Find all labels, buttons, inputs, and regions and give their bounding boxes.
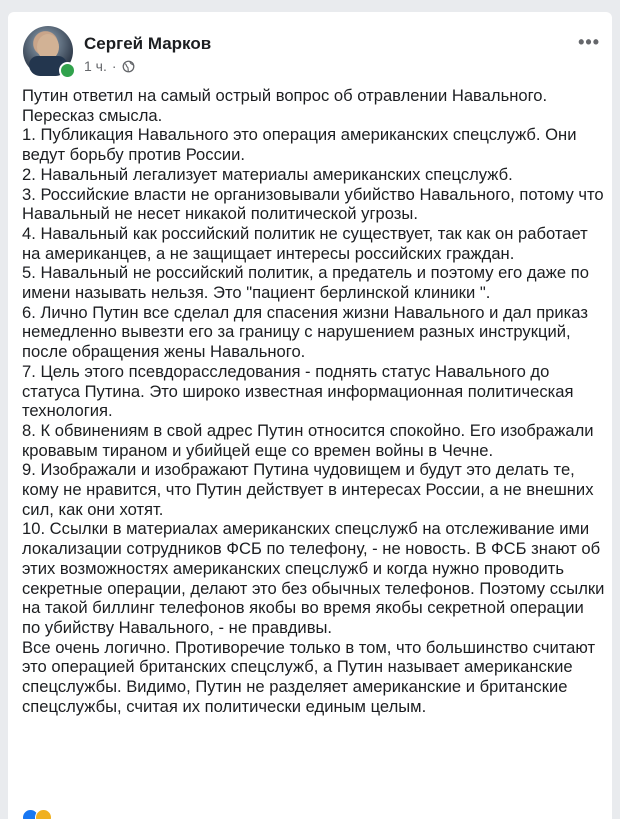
post-paragraph: 8. К обвинениям в свой адрес Путин относится спокойно. Его изображали кровавым тираном и убийцей еще со времен войны в Чечне. xyxy=(22,420,594,460)
post-paragraph: 5. Навальный не российский политик, а предатель и поэтому его даже по имени называть нельзя. Это "пациент берлинской клиники ". xyxy=(22,263,589,303)
post-paragraph: Пересказ смысла. xyxy=(22,105,163,125)
post-paragraph: 6. Лично Путин все сделал для спасения жизни Навального и дал приказ немедленно вывезти его за границу с нарушением разных инструкций, после обращения жены Навального. xyxy=(22,302,588,362)
post-card xyxy=(8,12,612,819)
online-status-indicator xyxy=(59,62,76,79)
reactions-bar[interactable] xyxy=(22,808,606,819)
post-paragraph: 10. Ссылки в материалах американских спецслужб на отслеживание ими локализации сотрудников ФСБ по телефону, - не новость. В ФСБ знают об этих возможностях американских спецслужб и когда нужно проводить секретные операции, делают это без обычных телефонов. Поэтому ссылки на такой биллинг телефонов якобы во время якобы секретной операции по убийству Навального, - не правдивы. xyxy=(22,519,605,637)
post-paragraph: Все очень логично. Противоречие только в том, что большинство считают это операцией британских спецслужб, а Путин называет американские спецслужбы. Видимо, Путин не разделяет американские и британские спецслужбы, считая их политически единым целым. xyxy=(22,637,596,716)
angry-reaction-icon xyxy=(35,809,52,819)
post-meta xyxy=(84,58,135,74)
meta-separator: · xyxy=(111,58,117,74)
post-paragraph: 9. Изображали и изображают Путина чудовищем и будут это делать те, кому не нравится, что Путин действует в интересах России, а не внешних сил, как они хотят. xyxy=(22,460,594,519)
post-text xyxy=(22,86,606,717)
post-paragraph: 3. Российские власти не организовывали убийство Навального, потому что Навальный не несет никакой политической угрозы. xyxy=(22,184,604,224)
globe-icon[interactable] xyxy=(122,60,135,73)
author-name[interactable]: Сергей Марков xyxy=(84,34,212,53)
more-options-icon[interactable]: ••• xyxy=(578,32,600,52)
post-time[interactable]: 1 ч. xyxy=(84,58,107,74)
post-paragraph: 4. Навальный как российский политик не существует, так как он работает на американцев, а не защищает интересы российских граждан. xyxy=(22,223,588,263)
post-paragraph: 1. Публикация Навального это операция американских спецслужб. Они ведут борьбу против России. xyxy=(22,125,577,165)
post-paragraph: 7. Цель этого псевдорасследования - поднять статус Навального до статуса Путина. Это широко известная информационная политическая технология. xyxy=(22,361,574,421)
post-paragraph: 2. Навальный легализует материалы американских спецслужб. xyxy=(22,164,513,184)
post-paragraph: Путин ответил на самый острый вопрос об отравлении Навального. xyxy=(22,86,548,105)
